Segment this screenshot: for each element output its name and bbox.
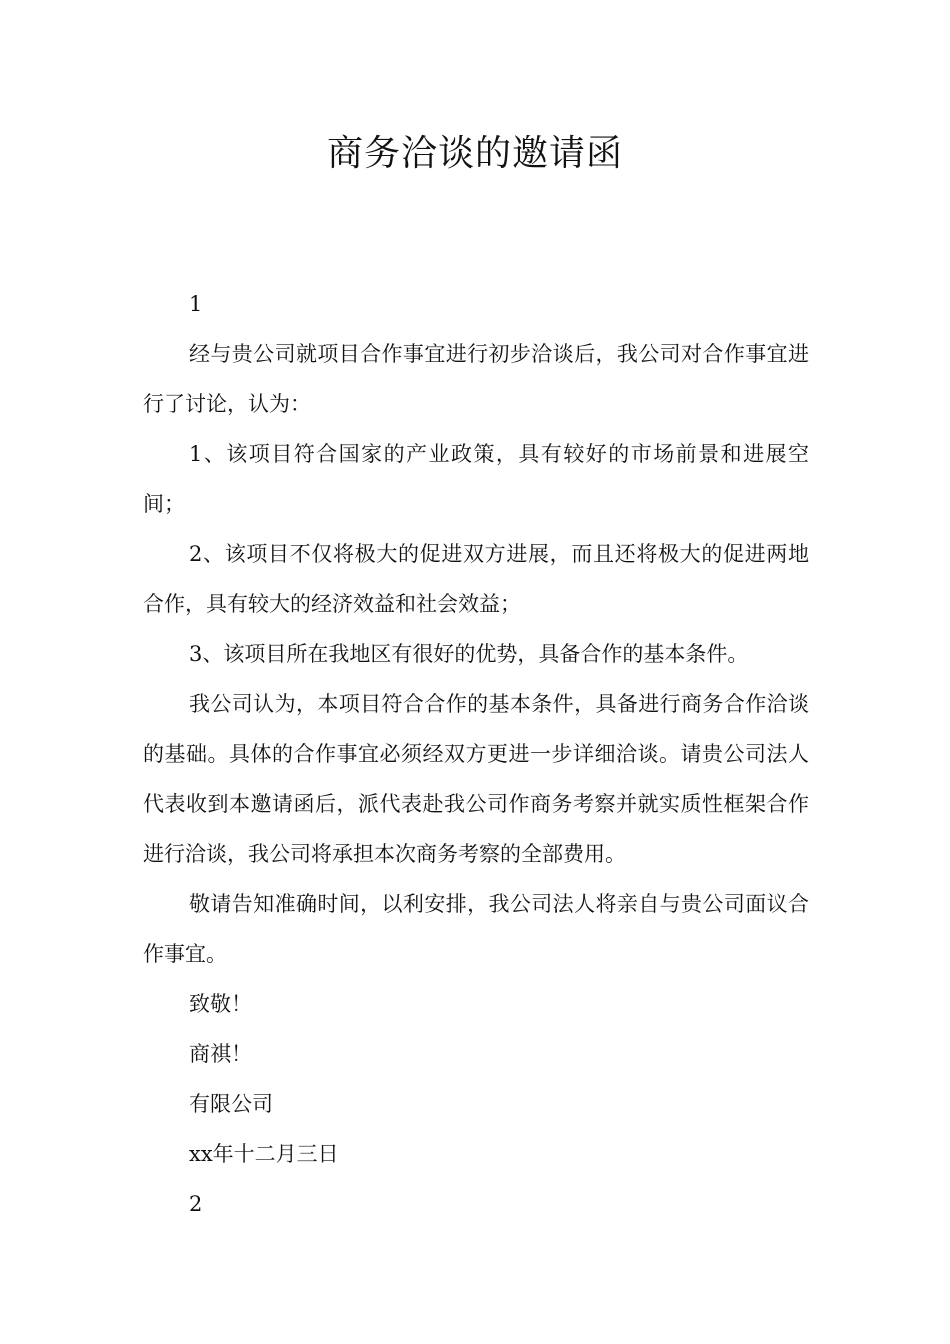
point-2-paragraph: 2、该项目不仅将极大的促进双方进展，而且还将极大的促进两地合作，具有较大的经济效益和社会效益；	[143, 542, 809, 616]
intro-paragraph: 经与贵公司就项目合作事宜进行初步洽谈后，我公司对合作事宜进行了讨论，认为：	[143, 342, 809, 416]
document-body	[143, 279, 809, 1229]
salutation-line: 致敬！	[189, 992, 252, 1016]
page-marker-end: 2	[189, 1192, 203, 1216]
point-1-paragraph: 1、该项目符合国家的产业政策，具有较好的市场前景和进展空间；	[143, 442, 809, 516]
company-signature: 有限公司	[189, 1092, 273, 1116]
closing-line: 商祺！	[189, 1042, 252, 1066]
document-title: 商务洽谈的邀请函	[326, 133, 623, 174]
date-line: xx年十二月三日	[189, 1142, 339, 1166]
request-paragraph: 敬请告知准确时间，以利安排，我公司法人将亲自与贵公司面议合作事宜。	[143, 892, 809, 966]
page-marker-start: 1	[189, 292, 203, 316]
invitation-paragraph: 我公司认为，本项目符合合作的基本条件，具备进行商务合作洽谈的基础。具体的合作事宜必须经双方更进一步详细洽谈。请贵公司法人代表收到本邀请函后，派代表赴我公司作商务考察并就实质性框架合作进行洽谈，我公司将承担本次商务考察的全部费用。	[143, 692, 809, 866]
point-3-paragraph: 3、该项目所在我地区有很好的优势，具备合作的基本条件。	[189, 642, 749, 666]
